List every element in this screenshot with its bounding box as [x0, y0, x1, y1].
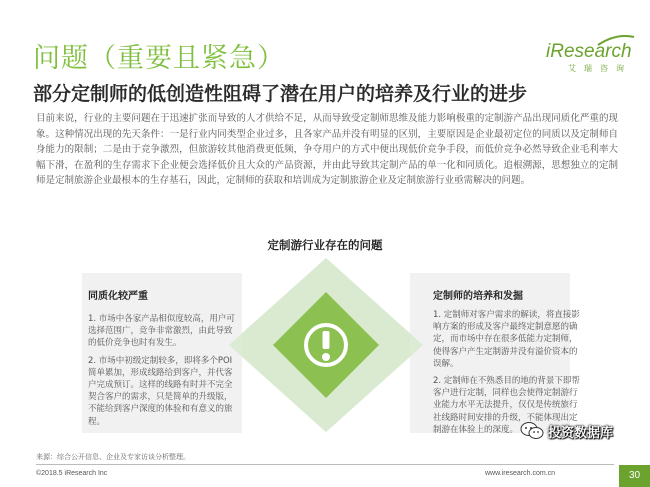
right-point-2: 2. 定制师在不熟悉目的地的背景下即帮客户进行定制，同样也会使得定制游行业能力水平无法提升，仅仅是传统旅行社线路时间安排的升级，不能体现出定制游在体验上的深度。	[433, 376, 580, 435]
copyright: ©2018.5 iResearch Inc	[36, 470, 108, 477]
page-subtitle: 部分定制师的低创造性阻碍了潜在用户的培养及行业的进步	[33, 83, 528, 105]
left-column-title: 同质化较严重	[88, 291, 148, 302]
source-note: 来源：综合公开信息、企业及专家访谈分析整理。	[36, 453, 190, 461]
left-point-1: 1. 市场中各家产品相似度较高，用户可选择范围广，竞争非常激烈，由此导致的低价竞争也时有发生。	[88, 314, 235, 349]
right-column-title: 定制师的培养和发掘	[433, 291, 523, 302]
logo-chinese-name: 艾瑞咨询	[568, 64, 632, 73]
diagram-title: 定制游行业存在的问题	[267, 238, 383, 252]
watermark	[518, 419, 638, 445]
intro-paragraph: 目前来说，行业的主要问题在于迅速扩张而导致的人才供给不足，从而导致受定制师思维及能力影响极重的定制游产品出现同质化严重的现象。这种情况出现的先天条件：一是行业内同类型企业过多，且各家产品并没有明显的区别，主要原因是企业最初定位的同质以及定制师自身能力的限制；二是由于竞争激烈，但旅游较其他消费更低频，争夺用户的方式中便出现低价竞争手段，而低价竞争必然导致企业毛利率大幅下滑，在盈利的生存需求下企业便会选择低价且大众的产品资源，并由此导致其定制产品的单一化和同质化。追根溯源，思想独立的定制师是定制旅游企业最根本的生存基石，因此，定制师的获取和培训成为定制旅游企业及定制旅游行业亟需解决的问题。	[36, 113, 618, 186]
footer-divider	[36, 464, 614, 465]
page-title: 问题（重要且紧急）	[33, 43, 285, 74]
page-number: 30	[619, 465, 650, 487]
watermark-text: 投资数据库	[548, 426, 614, 441]
right-point-1: 1. 定制师对客户需求的解读，将直接影响方案的形成及客户最终定制意愿的确定，而市场中存在很多低能力定制师，使得客户产生定制游并没有溢价资本的误解。	[433, 310, 580, 369]
left-point-2: 2. 市场中初级定制较多，即将多个POI简单累加，形成线路给到客户，并代客户完成预订。这样的线路有时并不完全契合客户的需求，只是简单的升级版，不能给到客户深度的体验和有意义的旅程。	[88, 355, 233, 427]
website-link: www.iresearch.com.cn	[485, 470, 556, 477]
logo-wordmark: iResearch	[546, 41, 632, 62]
left-column-text	[88, 313, 238, 433]
wechat-icon	[520, 421, 544, 441]
